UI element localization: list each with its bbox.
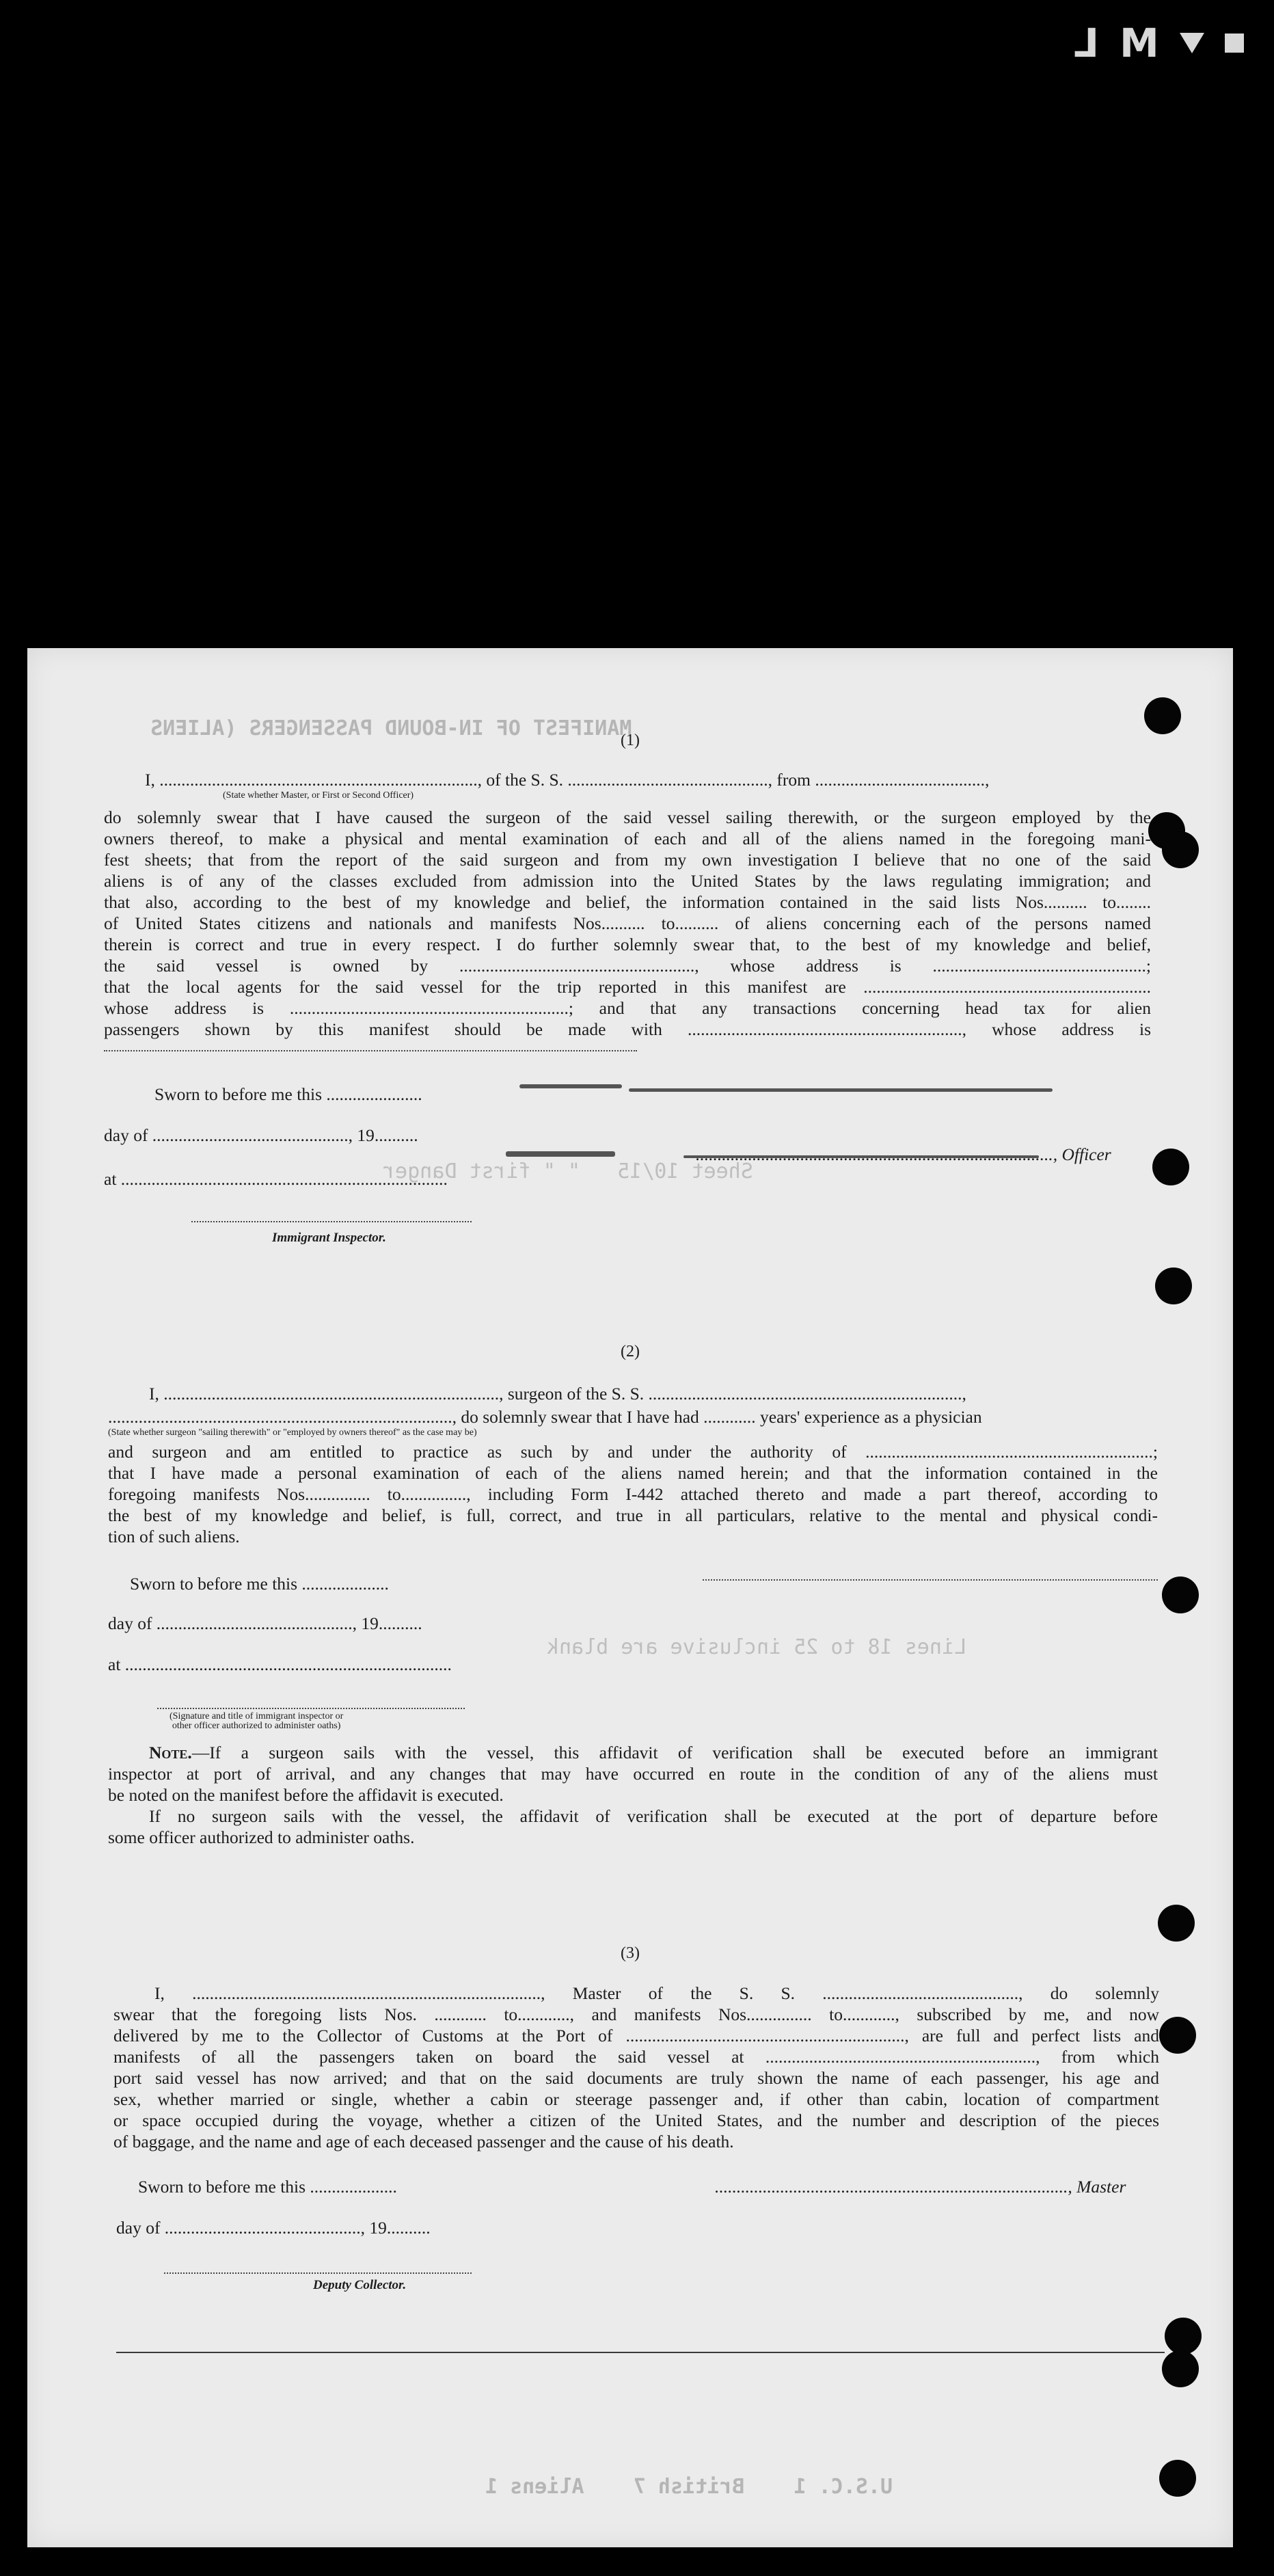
text-line: owners thereof, to make a physical and mental examination of each and all of the aliens named in the foregoing mani-	[104, 829, 1151, 848]
punch-hole	[1165, 2318, 1202, 2354]
text-line: swear that the foregoing lists Nos. ............ to............, and manifests Nos............... to............, subscribed by me, and now	[113, 2004, 1159, 2024]
section-1-officer: .................................................................................., Officer	[696, 1144, 1111, 1164]
bleed-through-text: Sheet 10/15 " " first Danger	[383, 1159, 753, 1183]
punch-hole	[1162, 831, 1199, 868]
punch-hole	[1158, 1905, 1195, 1942]
section-2-note	[108, 1742, 1158, 1848]
section-1-oath-text	[104, 807, 1151, 1040]
stamp-mark	[629, 1088, 1053, 1092]
text-line: passengers shown by this manifest should be made with ..............................................................., whose address is	[104, 1019, 1151, 1039]
stamp-mark	[506, 1151, 615, 1157]
frame-triangle-icon	[1180, 33, 1204, 53]
bleed-through-text: U.S.C. 1 British 7 Aliens 1	[485, 2475, 893, 2499]
text-line: that also, according to the best of my knowledge and belief, the information contained in the said lists Nos.......... to........	[104, 892, 1151, 912]
bottom-divider	[116, 2352, 1165, 2353]
frame-square-icon	[1225, 33, 1244, 53]
section-2-at: at ...........................................................................	[108, 1654, 452, 1674]
text-line: the said vessel is owned by ......................................................, whose address is .................................................;	[104, 956, 1151, 976]
section-2-day: day of ............................................., 19..........	[108, 1613, 422, 1633]
text-line: manifests of all the passengers taken on board the said vessel at .............................................................., from which	[113, 2047, 1159, 2067]
section-3-sworn: Sworn to before me this ....................	[138, 2177, 397, 2197]
section-2-caption: (State whether surgeon "sailing therewith" or "employed by owners thereof" as the case may be)	[108, 1427, 477, 1438]
text-line: aliens is of any of the classes excluded from admission into the United States by the laws regulating immigration; and	[104, 871, 1151, 891]
section-1-day: day of ............................................., 19..........	[104, 1125, 418, 1145]
inspector-signature-line	[191, 1221, 472, 1222]
text-line: of United States citizens and nationals and manifests Nos.......... to.......... of aliens concerning each of the persons named	[104, 913, 1151, 933]
section-3-master: ................................................................................., Master	[715, 2177, 1126, 2197]
text-line: or space occupied during the voyage, whether a citizen of the United States, and the number and description of the pieces	[113, 2110, 1159, 2130]
affidavit-page	[27, 648, 1233, 2547]
section-2-sworn: Sworn to before me this ....................	[130, 1574, 389, 1594]
section-2-officer-line	[703, 1579, 1158, 1581]
section-1-sworn: Sworn to before me this ......................	[154, 1084, 422, 1104]
collector-signature-line	[164, 2272, 472, 2274]
signature-line	[157, 1708, 465, 1709]
bleed-through-text: Lines 18 to 25 inclusive are blank	[547, 1635, 967, 1659]
section-3-oath-text	[113, 1983, 1159, 2152]
note-label: Note.	[149, 1743, 192, 1762]
section-1-number: (1)	[621, 732, 640, 749]
bleed-through-text: MANIFEST OF IN-BOUND PASSENGERS (ALIENS	[150, 716, 632, 740]
section-1-inspector-caption: Immigrant Inspector.	[272, 1231, 386, 1245]
text-line: foregoing manifests Nos............... to..............., including Form I-442 attached thereto and made a part thereof, according to	[108, 1484, 1158, 1504]
section-3-number: (3)	[621, 1944, 640, 1962]
text-line: delivered by me to the Collector of Customs at the Port of ................................................................, are full and perfect lists and	[113, 2026, 1159, 2045]
text-line: do solemnly swear that I have caused the surgeon of the said vessel sailing therewith, or the surgeon employed by the	[104, 807, 1151, 827]
film-frame-marks	[1074, 20, 1244, 66]
text-line: that the local agents for the said vessel for the trip reported in this manifest are ..................................................................	[104, 977, 1151, 997]
section-2-oath-text	[108, 1441, 1158, 1547]
frame-letter-m: M	[1120, 20, 1159, 66]
text-line: the best of my knowledge and belief, is full, correct, and true in all particulars, relative to the mental and physical condi-	[108, 1505, 1158, 1525]
text-line: tion of such aliens.	[108, 1527, 240, 1546]
punch-hole	[1159, 2460, 1196, 2497]
section-3-deputy-caption: Deputy Collector.	[313, 2278, 407, 2292]
text-line: therein is correct and true in every respect. I do further solemnly swear that, to the best of my knowledge and belief,	[104, 935, 1151, 954]
text-line: If no surgeon sails with the vessel, the affidavit of verification shall be executed at the port of departure before	[149, 1806, 1158, 1826]
punch-hole	[1162, 2350, 1199, 2387]
section-2-signature-caption: (Signature and title of immigrant inspector or other officer authorized to administer oaths)	[170, 1711, 344, 1731]
text-line: of baggage, and the name and age of each deceased passenger and the cause of his death.	[113, 2132, 734, 2151]
text-line: be noted on the manifest before the affidavit is executed.	[108, 1785, 504, 1805]
text-line: some officer authorized to administer oaths.	[108, 1827, 415, 1847]
blank-address-line	[104, 1050, 637, 1051]
text-line	[108, 1742, 1158, 1763]
punch-hole	[1159, 2017, 1196, 2054]
text-line: inspector at port of arrival, and any changes that may have occurred en route in the condition of any of the aliens must	[108, 1764, 1158, 1784]
section-2-first-line: I, ............................................................................., surgeon of the S. S. ........................................................................,	[149, 1384, 966, 1404]
section-1-at: at ...........................................................................	[104, 1169, 448, 1189]
text-line: sex, whether married or single, whether a cabin or steerage passenger and, if other than cabin, location of compartment	[113, 2089, 1159, 2109]
text-line: that I have made a personal examination of each of the aliens named herein; and that the information contained in the	[108, 1463, 1158, 1483]
punch-hole	[1162, 1577, 1199, 1613]
section-1-caption: (State whether Master, or First or Second Officer)	[223, 790, 414, 801]
section-3-day: day of ............................................., 19..........	[116, 2218, 431, 2238]
stamp-mark	[519, 1084, 622, 1088]
text-line: port said vessel has now arrived; and that on the said documents are truly shown the name of each passenger, his age and	[113, 2068, 1159, 2088]
text-line: and surgeon and am entitled to practice as such by and under the authority of ..................................................................;	[108, 1442, 1158, 1462]
punch-hole	[1152, 1149, 1189, 1185]
text-line: fest sheets; that from the report of the said surgeon and from my own investigation I believe that no one of the said	[104, 850, 1151, 870]
text-line: I, ................................................................................, Master of the S. S. ............................................., do solemnly	[154, 1983, 1159, 2003]
punch-hole	[1144, 697, 1181, 734]
section-1-first-line: I, ........................................................................., of the S. S. .............................................., from .......................................,	[145, 770, 990, 790]
frame-letter-l: L	[1074, 20, 1100, 66]
punch-hole	[1155, 1267, 1192, 1304]
section-2-number: (2)	[621, 1343, 640, 1360]
note-text: —If a surgeon sails with the vessel, this affidavit of verification shall be executed before an immigrant	[191, 1743, 1158, 1762]
text-line: whose address is ................................................................; and that any transactions concerning head tax for alien	[104, 998, 1151, 1018]
section-2-second-line: ..............................................................................., do solemnly swear that I have had ............ years' experience as a physician	[108, 1407, 982, 1427]
